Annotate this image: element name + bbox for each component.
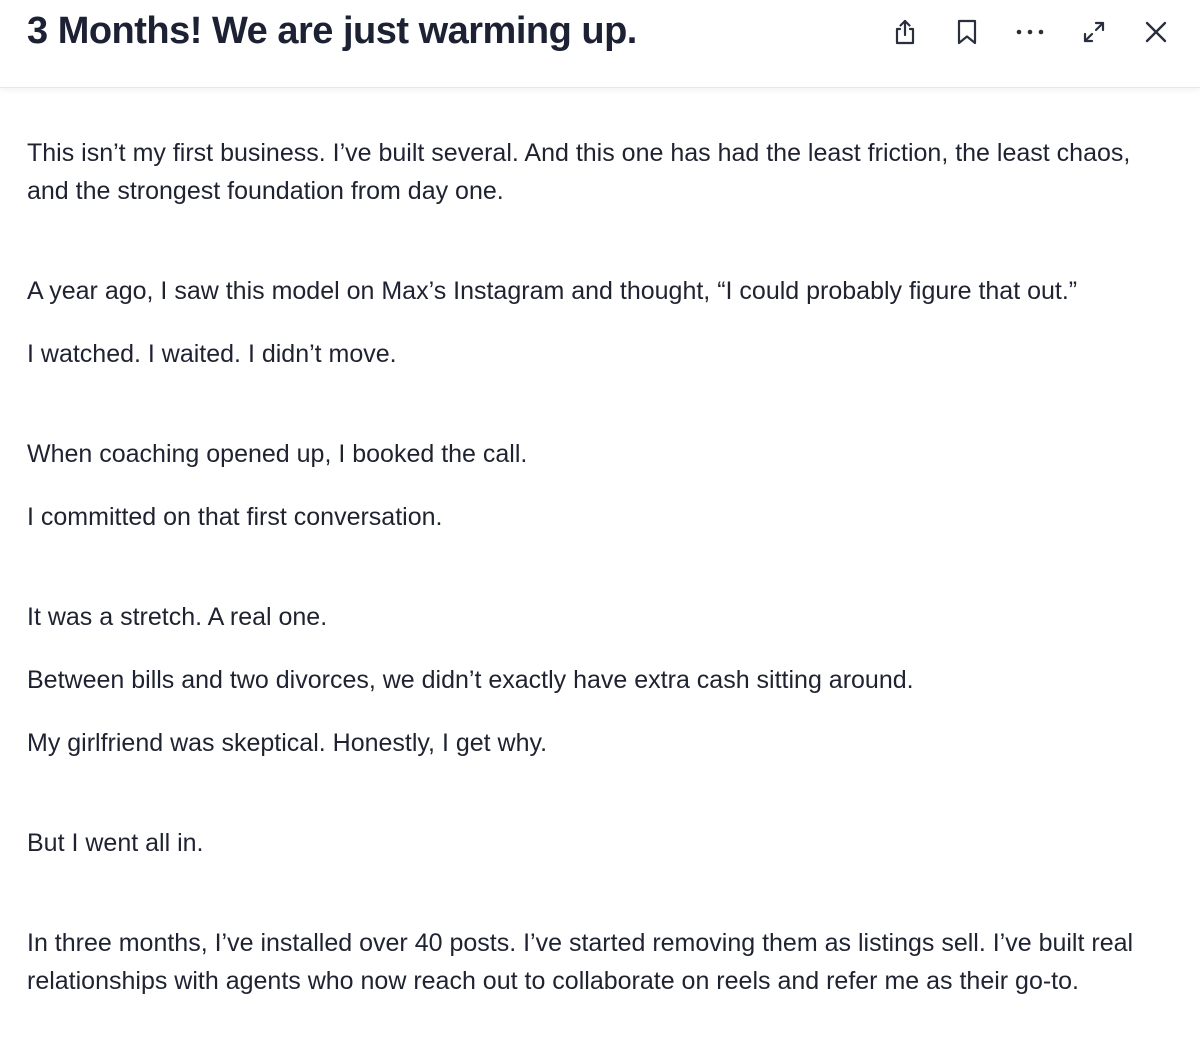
- paragraph: When coaching opened up, I booked the call.: [27, 440, 528, 468]
- header-actions: [876, 10, 1176, 54]
- more-options-icon: [1015, 28, 1045, 36]
- more-options-button[interactable]: [1008, 10, 1052, 54]
- close-button[interactable]: [1134, 10, 1178, 54]
- paragraph: A year ago, I saw this model on Max’s Instagram and thought, “I could probably figure that out.”: [27, 277, 1078, 305]
- paragraph: My girlfriend was skeptical. Honestly, I get why.: [27, 729, 548, 757]
- paragraph: This isn’t my first business. I’ve built several. And this one has had the least friction, the least chaos, and the strongest foundation from day one.: [27, 139, 1131, 205]
- paragraph: Between bills and two divorces, we didn’t exactly have extra cash sitting around.: [27, 666, 914, 694]
- share-button[interactable]: [883, 10, 927, 54]
- paragraph: I watched. I waited. I didn’t move.: [27, 340, 397, 368]
- bookmark-icon: [955, 18, 979, 46]
- post-title: 3 Months! We are just warming up.: [27, 10, 637, 52]
- paragraph: In three months, I’ve installed over 40 posts. I’ve started removing them as listings sell. I’ve built real relationships with agents who now reach out to collaborate on reels and refer me as their go-to.: [27, 929, 1134, 995]
- close-icon: [1144, 20, 1168, 44]
- bookmark-button[interactable]: [945, 10, 989, 54]
- post-body: [0, 89, 1200, 1044]
- paragraph: I committed on that first conversation.: [27, 503, 443, 531]
- paragraph: But I went all in.: [27, 829, 204, 857]
- post-header: [0, 0, 1200, 88]
- expand-icon: [1081, 19, 1107, 45]
- share-icon: [892, 18, 918, 46]
- paragraph: It was a stretch. A real one.: [27, 603, 328, 631]
- expand-button[interactable]: [1072, 10, 1116, 54]
